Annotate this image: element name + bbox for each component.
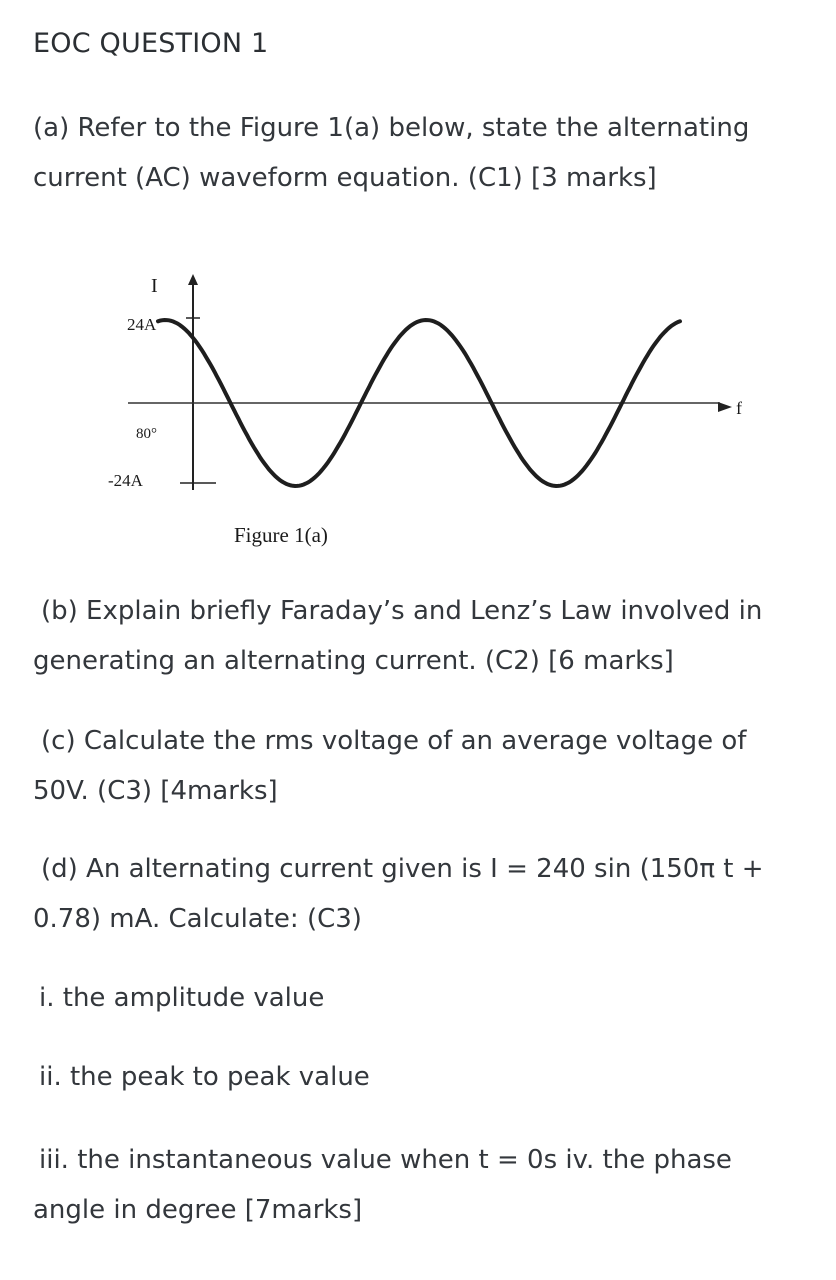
part-b-line-2: generating an alternating current. (C2) [6 marks] [33,646,674,676]
x-axis-label: f [736,398,742,418]
part-c-text [33,716,821,816]
figure-caption: Figure 1(a) [234,523,328,547]
part-c-line-1: (c) Calculate the rms voltage of an average voltage of [41,726,747,756]
waveform-figure [100,262,740,552]
figure-1a [100,262,740,552]
part-a-line-1: (a) Refer to the Figure 1(a) below, state the alternating [33,113,750,143]
part-d-line-1: (d) An alternating current given is I = 240 sin (150π t + [41,854,764,884]
phase-label: 80° [136,426,157,442]
part-a-text [33,103,813,203]
part-a-line-2: current (AC) waveform equation. (C1) [3 marks] [33,163,657,193]
item-ii: ii. the peak to peak value [39,1062,370,1092]
neg-peak-label: -24A [108,471,143,490]
pos-peak-label: 24A [127,315,157,334]
item-iii-text [33,1135,813,1235]
item-i: i. the amplitude value [39,983,325,1013]
y-axis-arrowhead [188,274,198,285]
part-d-text [33,844,821,944]
part-b-text [33,586,821,686]
item-iii-line-2: angle in degree [7marks] [33,1195,363,1225]
y-axis-label: I [151,275,158,297]
item-iii-line-1: iii. the instantaneous value when t = 0s iv. the phase [39,1145,732,1175]
x-axis-arrowhead [718,402,732,412]
question-heading: EOC QUESTION 1 [33,28,269,59]
part-c-line-2: 50V. (C3) [4marks] [33,776,278,806]
part-b-line-1: (b) Explain briefly Faraday’s and Lenz’s Law involved in [41,596,763,626]
part-d-line-2: 0.78) mA. Calculate: (C3) [33,904,362,934]
